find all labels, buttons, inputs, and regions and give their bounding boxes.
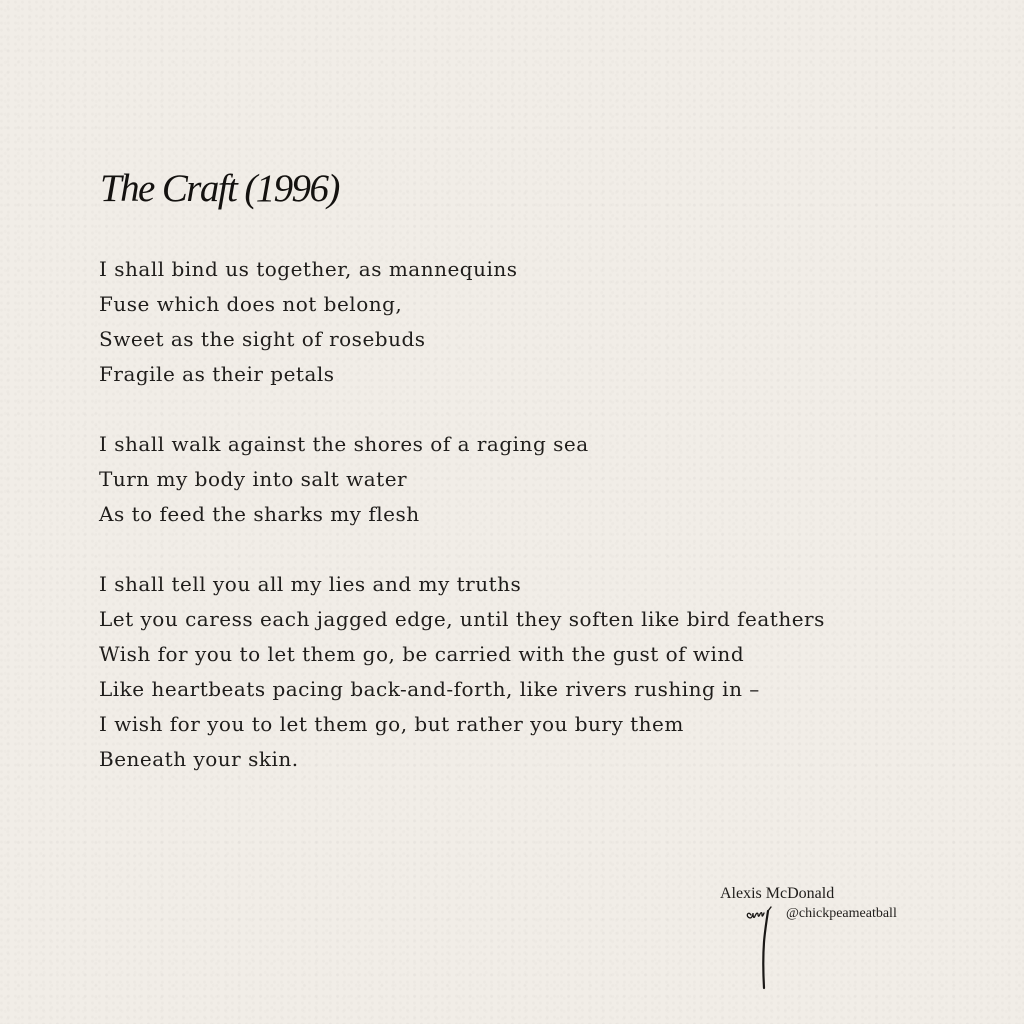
poem-line: Wish for you to let them go, be carried with the gust of wind [99,642,745,666]
poem-body [99,252,979,812]
stanza-2 [99,427,979,532]
poem-line: Beneath your skin. [99,747,299,771]
poem-line: I wish for you to let them go, but rather you bury them [99,712,684,736]
stanza-3 [99,567,979,777]
poem-line: Turn my body into salt water [99,467,408,491]
author-name: Alexis McDonald [720,885,835,902]
poem-line: I shall tell you all my lies and my truths [99,572,522,596]
poem-line: As to feed the sharks my flesh [99,502,420,526]
poem-line: Fragile as their petals [99,362,335,386]
poem-line: Like heartbeats pacing back-and-forth, like rivers rushing in – [99,677,760,701]
social-handle: @chickpeameatball [786,906,897,921]
poem-line: I shall bind us together, as mannequins [99,257,518,281]
poem-title: The Craft (1996) [100,167,339,210]
poem-line: I shall walk against the shores of a raging sea [99,432,589,456]
stanza-1 [99,252,979,392]
poem-line: Let you caress each jagged edge, until they soften like bird feathers [99,607,825,631]
poem-line: Fuse which does not belong, [99,292,403,316]
poem-line: Sweet as the sight of rosebuds [99,327,426,351]
signature-mark [746,904,782,994]
